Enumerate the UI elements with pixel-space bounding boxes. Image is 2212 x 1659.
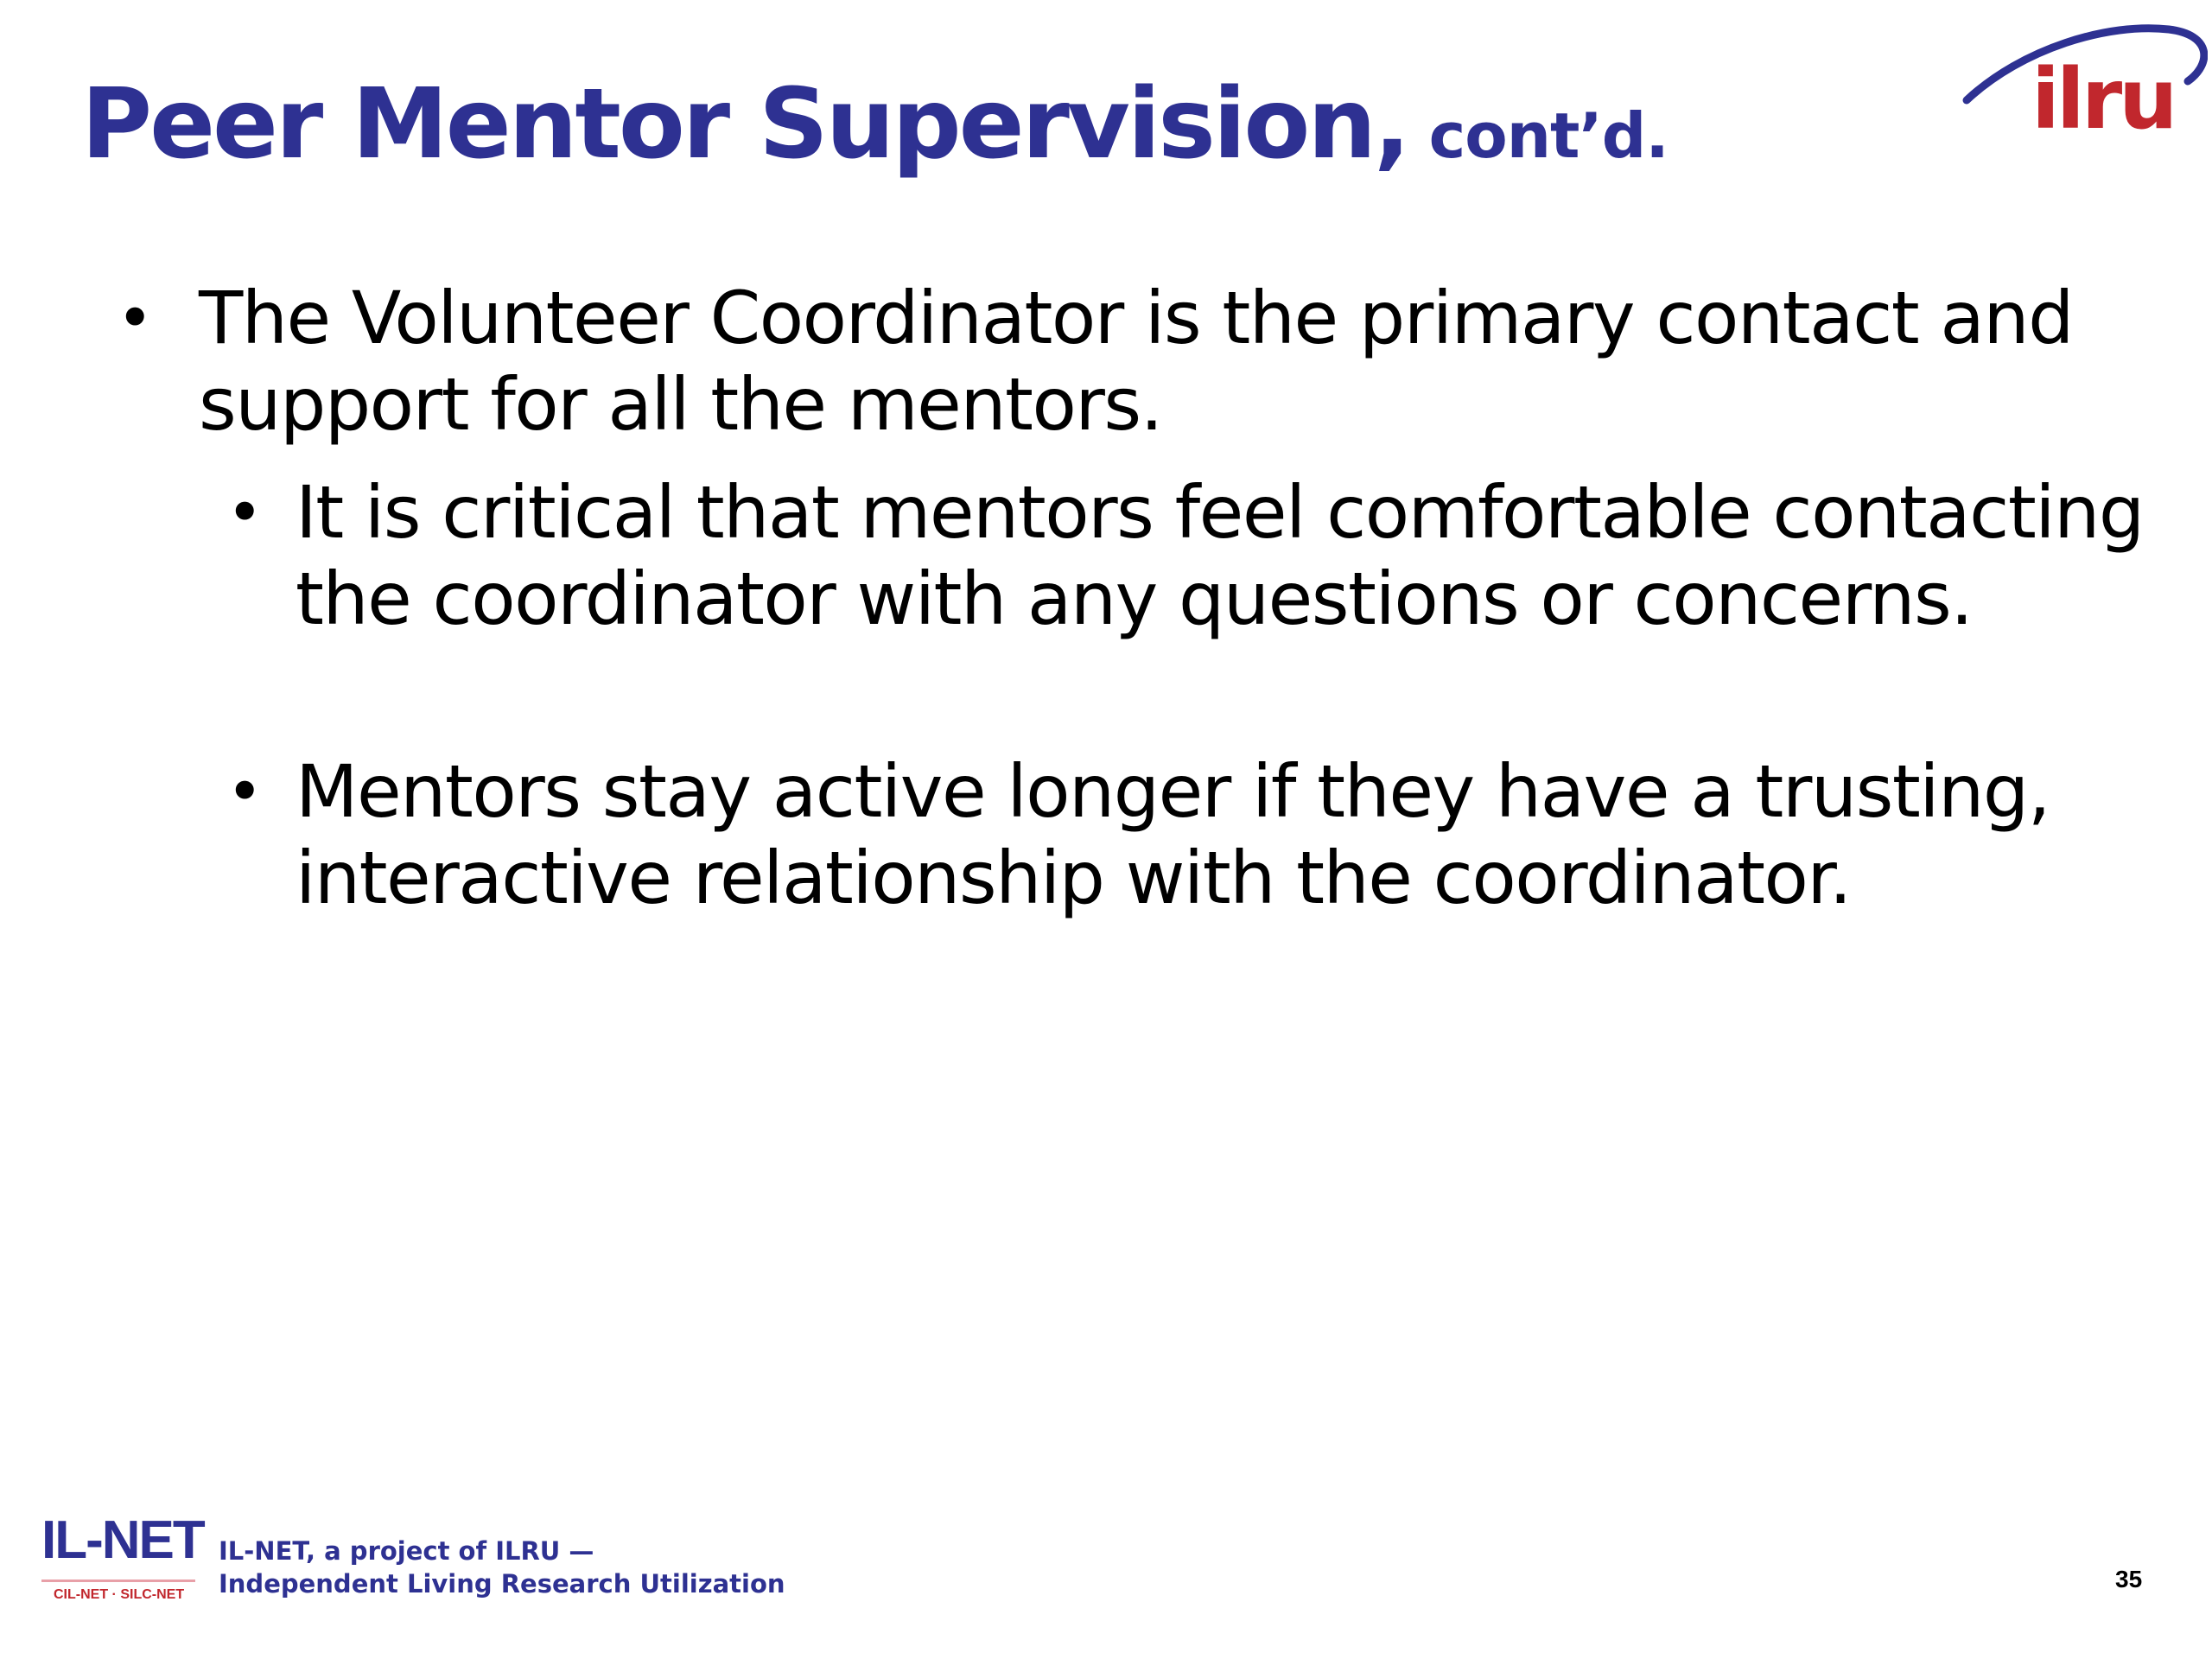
ilru-logo [1961, 14, 2208, 143]
bullet-text: The Volunteer Coordinator is the primary contact and support for all the mentors. [199, 276, 2073, 447]
ilru-logo-text: ilru [2031, 51, 2175, 143]
bullet-glyph: • [226, 755, 262, 828]
footer-line-2: Independent Living Research Utilization [219, 1569, 785, 1599]
footer-line-1: IL-NET, a project of ILRU — [219, 1536, 594, 1566]
bullet-glyph: • [117, 282, 152, 354]
slide-title [81, 68, 1669, 181]
il-net-logo [41, 1510, 204, 1609]
page-number: 35 [2115, 1566, 2143, 1592]
bullet-text: Mentors stay active longer if they have a trusting, interactive relationship with the coordinator. [296, 749, 2050, 920]
il-net-logo-rule [41, 1580, 195, 1582]
title-suffix: cont’d. [1408, 99, 1669, 172]
title-main: Peer Mentor Supervision, [81, 68, 1408, 181]
footer-credit [219, 1535, 785, 1600]
bullet-item-2 [226, 469, 2153, 642]
il-net-logo-text: IL-NET [41, 1510, 204, 1570]
bullet-glyph: • [226, 476, 262, 549]
bullet-item-3 [226, 748, 2153, 921]
bullet-item-1 [117, 275, 2152, 448]
il-net-logo-subtext: CIL-NET · SILC-NET [54, 1587, 185, 1602]
bullet-text: It is critical that mentors feel comfortable contacting the coordinator with any questions or concerns. [296, 470, 2144, 641]
